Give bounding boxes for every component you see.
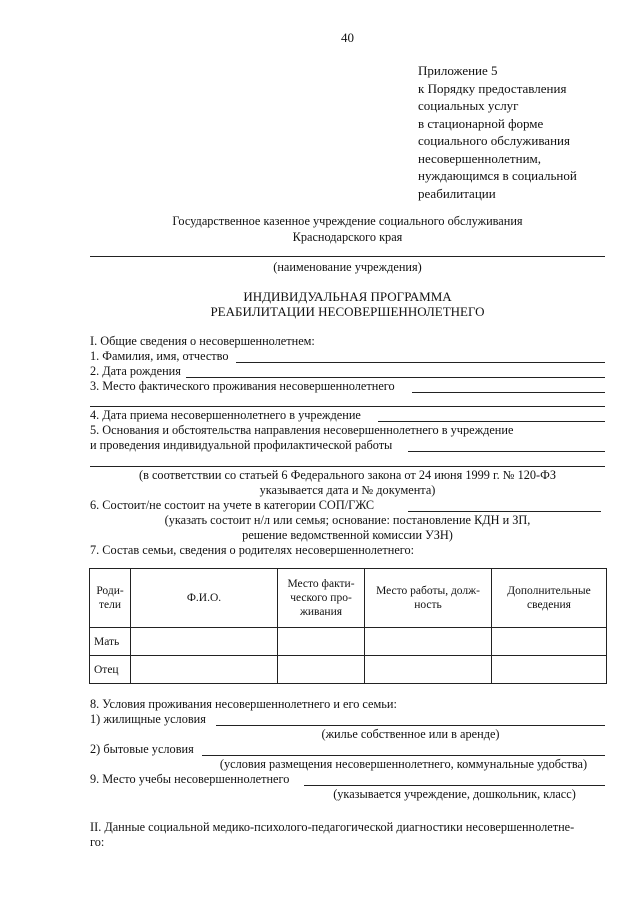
- page-number: 40: [341, 30, 354, 45]
- appendix-line: в стационарной форме: [418, 115, 544, 131]
- family-composition-label: 7. Состав семьи, сведения о родителях несовершеннолетнего:: [90, 543, 415, 557]
- appendix-line: социальных услуг: [418, 98, 519, 113]
- family-table: [89, 568, 607, 684]
- father-additional-cell[interactable]: [492, 656, 607, 684]
- institution-name: Государственное казенное учреждение социального обслуживания: [172, 214, 523, 228]
- appendix-line: социального обслуживания: [418, 133, 570, 148]
- study-place-note: (указывается учреждение, дошкольник, класс): [333, 787, 576, 801]
- mother-residence-cell[interactable]: [278, 628, 365, 656]
- registration-note-line2: решение ведомственной комиссии УЗН): [242, 528, 453, 542]
- grounds-label-line1: 5. Основания и обстоятельства направления несовершеннолетнего в учреждение: [90, 423, 514, 437]
- grounds-note-line2: указывается дата и № документа): [259, 483, 436, 497]
- section2-heading-line1: II. Данные социальной медико-психолого-педагогической диагностики несовершеннолетне-: [90, 820, 575, 834]
- header-full-name: Ф.И.О.: [131, 569, 278, 628]
- header-residence: Место факти- ческого про- живания: [278, 569, 365, 628]
- institution-name-field[interactable]: [90, 256, 605, 257]
- full-name-label: 1. Фамилия, имя, отчество: [90, 349, 229, 363]
- row-label-mother: Мать: [90, 628, 131, 656]
- document-title-line2: РЕАБИЛИТАЦИИ НЕСОВЕРШЕННОЛЕТНЕГО: [210, 304, 485, 319]
- grounds-label-line2: и проведения индивидуальной профилактической работы: [90, 438, 393, 452]
- table-row: [90, 628, 607, 656]
- appendix-line: Приложение 5: [418, 63, 498, 78]
- grounds-note-line1: (в соответствии со статьей 6 Федерального закона от 24 июня 1999 г. № 120-ФЗ: [138, 468, 557, 482]
- appendix-line: нуждающимся в социальной: [418, 168, 577, 183]
- header-workplace: Место работы, долж- ность: [365, 569, 492, 628]
- appendix-line: к Порядку предоставления: [418, 80, 567, 96]
- housing-label: 1) жилищные условия: [90, 712, 206, 726]
- housing-note: (жилье собственное или в аренде): [321, 727, 500, 741]
- mother-workplace-cell[interactable]: [365, 628, 492, 656]
- header-additional-info: Дополнительные сведения: [492, 569, 607, 628]
- housing-field[interactable]: [216, 725, 605, 726]
- household-note: (условия размещения несовершеннолетнего, коммунальные удобства): [219, 757, 588, 771]
- appendix-block: [418, 62, 577, 202]
- registration-field[interactable]: [408, 511, 601, 512]
- grounds-field[interactable]: [408, 451, 605, 452]
- household-label: 2) бытовые условия: [90, 742, 194, 756]
- full-name-field[interactable]: [236, 362, 605, 363]
- section1-heading: I. Общие сведения о несовершеннолетнем:: [90, 334, 315, 348]
- residence-field[interactable]: [412, 392, 605, 393]
- study-place-field[interactable]: [304, 785, 605, 786]
- household-field[interactable]: [202, 755, 605, 756]
- table-row: [90, 656, 607, 684]
- mother-full-name-cell[interactable]: [131, 628, 278, 656]
- birth-date-field[interactable]: [186, 377, 605, 378]
- father-full-name-cell[interactable]: [131, 656, 278, 684]
- residence-label: 3. Место фактического проживания несовершеннолетнего: [90, 379, 395, 393]
- father-workplace-cell[interactable]: [365, 656, 492, 684]
- mother-additional-cell[interactable]: [492, 628, 607, 656]
- grounds-field-continued[interactable]: [90, 466, 605, 467]
- residence-field-continued[interactable]: [90, 406, 605, 407]
- institution-region: Краснодарского края: [292, 230, 403, 244]
- birth-date-label: 2. Дата рождения: [90, 364, 181, 378]
- institution-caption: (наименование учреждения): [273, 260, 422, 274]
- appendix-line: несовершеннолетним,: [418, 150, 542, 166]
- admission-date-label: 4. Дата приема несовершеннолетнего в учреждение: [90, 408, 361, 422]
- father-residence-cell[interactable]: [278, 656, 365, 684]
- registration-label: 6. Состоит/не состоит на учете в категории СОП/ГЖС: [90, 498, 375, 512]
- living-conditions-heading: 8. Условия проживания несовершеннолетнего и его семьи:: [90, 697, 397, 711]
- appendix-line: реабилитации: [418, 185, 496, 201]
- section2-heading-line2: го:: [90, 835, 105, 849]
- study-place-label: 9. Место учебы несовершеннолетнего: [90, 772, 290, 786]
- document-title-line1: ИНДИВИДУАЛЬНАЯ ПРОГРАММА: [243, 289, 452, 304]
- admission-date-field[interactable]: [378, 421, 605, 422]
- header-parents: Роди- тели: [90, 569, 131, 628]
- row-label-father: Отец: [90, 656, 131, 684]
- table-header-row: [90, 569, 607, 628]
- registration-note-line1: (указать состоит н/л или семья; основание: постановление КДН и ЗП,: [164, 513, 531, 527]
